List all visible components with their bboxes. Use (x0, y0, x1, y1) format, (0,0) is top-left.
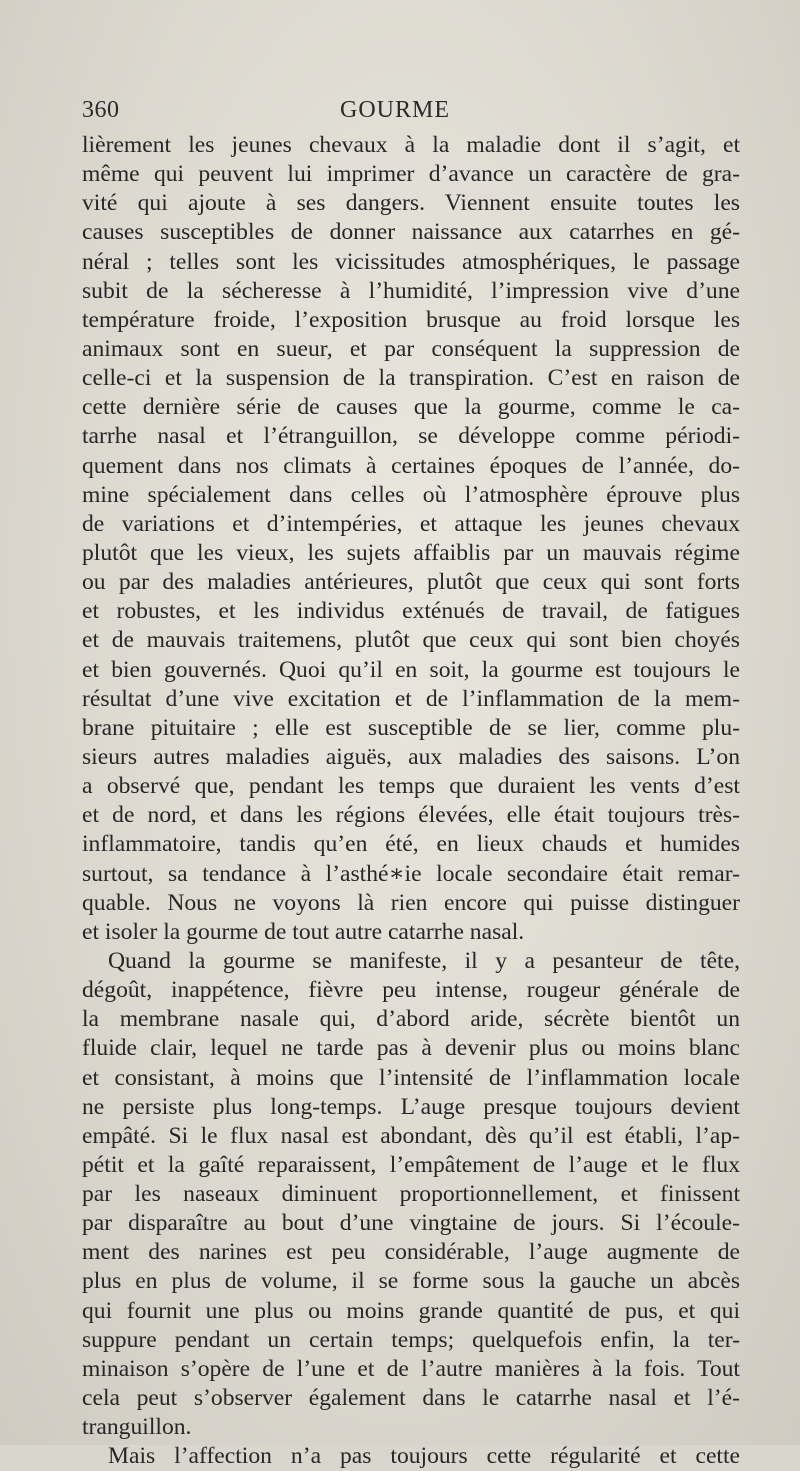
text-line: plus en plus de volume, il se forme sous la gauche un abcès (82, 1268, 740, 1295)
text-line: ment des narines est peu considérable, l’auge augmente de (82, 1239, 740, 1266)
text-line: celle-ci et la suspension de la transpiration. C’est en raison de (82, 365, 740, 392)
text-line: subit de la sécheresse à l’humidité, l’impression vive d’une (82, 277, 740, 304)
text-line: causes susceptibles de donner naissance aux catarrhes en gé- (82, 219, 740, 246)
text-line: et de nord, et dans les régions élevées, elle était toujours très- (82, 802, 740, 829)
text-line: vité qui ajoute à ses dangers. Viennent ensuite toutes les (82, 190, 740, 217)
text-line: quable. Nous ne voyons là rien encore qui puisse distinguer (82, 889, 740, 916)
text-line: la membrane nasale qui, d’abord aride, sécrète bientôt un (82, 1006, 740, 1033)
text-line: et isoler la gourme de tout autre catarrhe nasal. (82, 918, 525, 945)
text-line: suppure pendant un certain temps; quelquefois enfin, la ter- (82, 1326, 740, 1353)
text-line: quement dans nos climats à certaines époques de l’année, do- (82, 452, 740, 479)
text-line: par les naseaux diminuent proportionnellement, et finissent (82, 1181, 740, 1208)
text-line: tarrhe nasal et l’étranguillon, se développe comme périodi- (82, 423, 740, 450)
text-line: et consistant, à moins que l’intensité de l’inflammation locale (82, 1064, 740, 1091)
text-line: mine spécialement dans celles où l’atmosphère éprouve plus (82, 481, 740, 508)
text-line: minaison s’opère de l’une et de l’autre manières à la fois. Tout (82, 1355, 740, 1382)
text-line: pétit et la gaîté reparaissent, l’empâtement de l’auge et le flux (82, 1151, 740, 1178)
text-line: ou par des maladies antérieures, plutôt que ceux qui sont forts (82, 569, 740, 596)
text-line: dégoût, inappétence, fièvre peu intense, rougeur générale de (82, 977, 740, 1004)
text-line: brane pituitaire ; elle est susceptible de se lier, comme plu- (82, 714, 740, 741)
text-line: animaux sont en sueur, et par conséquent la suppression de (82, 335, 740, 362)
paragraph-start-line: Mais l’affection n’a pas toujours cette régularité et cette (108, 1443, 740, 1470)
text-line: de variations et d’intempéries, et attaque les jeunes chevaux (82, 510, 740, 537)
page-header (78, 97, 738, 131)
text-line: a observé que, pendant les temps que duraient les vents d’est (82, 773, 740, 800)
text-line: même qui peuvent lui imprimer d’avance un caractère de gra- (82, 161, 740, 188)
text-line: néral ; telles sont les vicissitudes atmosphériques, le passage (82, 248, 740, 275)
text-line: inflammatoire, tandis qu’en été, en lieux chauds et humides (82, 831, 740, 858)
text-line: et de mauvais traitemens, plutôt que ceux qui sont bien choyés (82, 627, 740, 654)
text-line: qui fournit une plus ou moins grande quantité de pus, et qui (82, 1297, 740, 1324)
text-line: cela peut s’observer également dans le catarrhe nasal et l’é- (82, 1385, 740, 1412)
text-line: tranguillon. (82, 1414, 192, 1441)
text-line: plutôt que les vieux, les sujets affaiblis par un mauvais régime (82, 539, 740, 566)
text-line: lièrement les jeunes chevaux à la maladie dont il s’agit, et (82, 132, 740, 158)
text-line: empâté. Si le flux nasal est abondant, dès qu’il est établi, l’ap- (82, 1122, 740, 1149)
text-line: et robustes, et les individus exténués de travail, de fatigues (82, 598, 740, 625)
body-text (82, 131, 740, 1471)
text-line: température froide, l’exposition brusque au froid lorsque les (82, 306, 740, 333)
text-line: par disparaître au bout d’une vingtaine de jours. Si l’écoule- (82, 1210, 740, 1237)
text-line: surtout, sa tendance à l’asthé∗ie locale secondaire était remar- (82, 860, 740, 887)
running-head: GOURME (340, 97, 451, 123)
page-number: 360 (82, 97, 120, 123)
paragraph-start-line: Quand la gourme se manifeste, il y a pesanteur de tête, (108, 947, 740, 974)
text-line: résultat d’une vive excitation et de l’inflammation de la mem- (82, 685, 740, 712)
text-line: cette dernière série de causes que la gourme, comme le ca- (82, 394, 740, 421)
text-line: et bien gouvernés. Quoi qu’il en soit, la gourme est toujours le (82, 656, 740, 683)
text-line: fluide clair, lequel ne tarde pas à devenir plus ou moins blanc (82, 1035, 740, 1062)
text-line: ne persiste plus long-temps. L’auge presque toujours devient (82, 1093, 740, 1120)
text-line: sieurs autres maladies aiguës, aux maladies des saisons. L’on (82, 743, 740, 770)
